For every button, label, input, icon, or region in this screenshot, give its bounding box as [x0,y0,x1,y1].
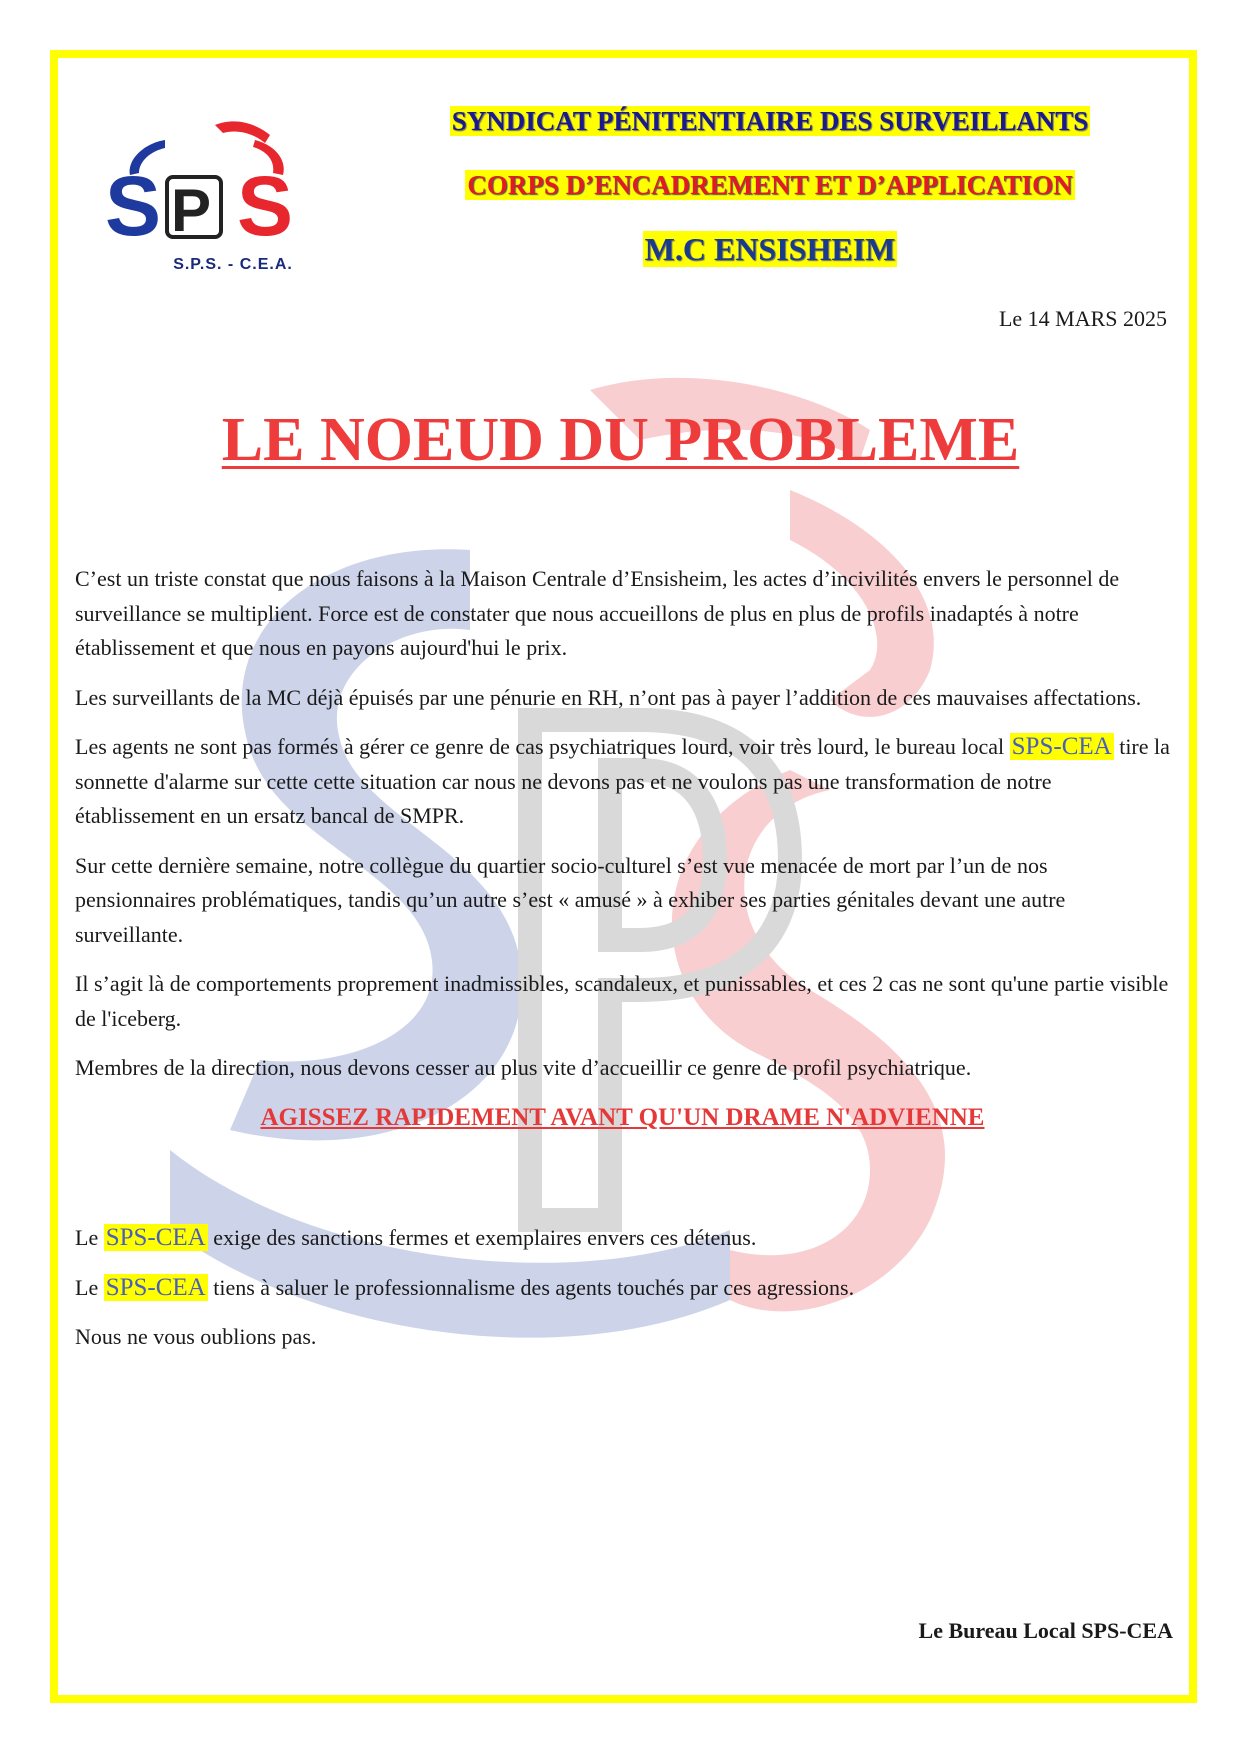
paragraph-7-end: exige des sanctions fermes et exemplaires envers ces détenus. [213,1225,757,1250]
header-union-name: SYNDICAT PÉNITENTIAIRE DES SURVEILLANTS [451,106,1089,136]
document-date: Le 14 MARS 2025 [998,306,1167,331]
highlight-sps-cea: SPS-CEA [105,1224,206,1251]
signature: Le Bureau Local SPS-CEA [918,1618,1173,1643]
callout-warning: AGISSEZ RAPIDEMENT AVANT QU'UN DRAME N'ADVIENNE [260,1103,985,1131]
paragraph-1: C’est un triste constat que nous faisons à la Maison Centrale d’Ensisheim, les actes d’incivilités envers le personnel de surveillance se multiplient. Force est de constater que nous accueillons de plus en plus de profils inadaptés à notre établissement et que nous en payons aujourd'hui le prix. [75,566,1120,660]
paragraph-6: Membres de la direction, nous devons cesser au plus vite d’accueillir ce genre de profil psychiatrique. [75,1055,972,1080]
paragraph-8 [75,1271,1170,1306]
paragraph-3-end: tire la sonnette d'alarme sur cette cette situation car nous ne devons pas et ne voulons pas une transformation de notre établissement en un ersatz bancal de SMPR. [75,734,1170,828]
paragraph-3 [75,730,1170,834]
header-corps: CORPS D’ENCADREMENT ET D’APPLICATION [467,170,1073,200]
paragraph-3-start: Les agents ne sont pas formés à gérer ce genre de cas psychiatriques lourd, voir très lourd, le bureau local [75,734,1005,759]
paragraph-8-start: Le [75,1274,99,1300]
paragraph-5: Il s’agit là de comportements proprement inadmissibles, scandaleux, et punissables, et ces 2 cas ne sont qu'une partie visible de l'iceberg. [75,971,1169,1031]
logo-letter-s1: S [105,159,162,253]
paragraph-7-start: Le [75,1225,99,1250]
paragraph-7 [75,1221,1170,1256]
highlight-sps-cea: SPS-CEA [105,1273,206,1301]
paragraph-2: Les surveillants de la MC déjà épuisés par une pénurie en RH, n’ont pas à payer l’addition de ces mauvaises affectations. [75,684,1142,710]
highlight-sps-cea: SPS-CEA [1011,733,1112,760]
paragraph-8-end: tiens à saluer le professionnalisme des agents touchés par ces agressions. [213,1274,855,1300]
logo-letter-s2: S [237,159,294,253]
paragraph-9: Nous ne vous oublions pas. [75,1324,317,1349]
paragraph-4: Sur cette dernière semaine, notre collègue du quartier socio-culturel s’est vue menacée de mort par l’un de nos pensionnaires problématiques, tandis qu’un autre s’est « amusé » à exhiber ses parties génitales devant une autre surveillante. [75,852,1066,947]
document-body [75,562,1170,1370]
logo-letter-p: P [171,177,212,244]
logo-caption: S.P.S. - C.E.A. [173,256,293,273]
document-title: LE NOEUD DU PROBLEME [221,406,1020,474]
header-location: M.C ENSISHEIM [644,231,896,267]
